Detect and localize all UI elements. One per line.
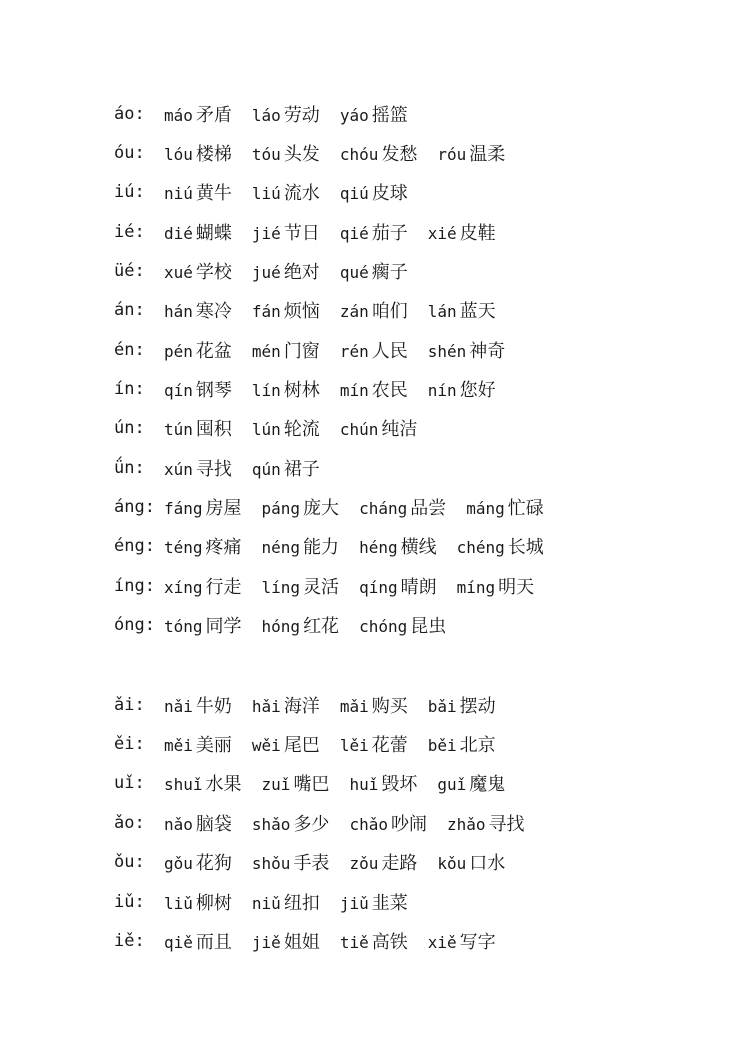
example-word [340, 415, 418, 441]
vowel-label: óng: [114, 615, 155, 636]
hanzi: 寻找 [195, 458, 232, 480]
pinyin: hán [164, 302, 193, 322]
hanzi: 同学 [205, 616, 242, 638]
vowel-row [114, 527, 564, 566]
vowel-label: ěi: [114, 734, 145, 755]
example-word [252, 376, 320, 402]
vowel-label: án: [114, 300, 145, 321]
hanzi: 蓝天 [459, 301, 496, 323]
example-word [164, 219, 232, 245]
hanzi: 明天 [498, 576, 535, 598]
pinyin: téng [164, 538, 203, 558]
vowel-label: áo: [114, 103, 145, 124]
hanzi: 口水 [469, 853, 506, 875]
example-word [340, 337, 408, 363]
example-word [252, 101, 320, 127]
hanzi: 手表 [293, 853, 330, 875]
example-word [164, 337, 232, 363]
hanzi: 您好 [459, 380, 496, 402]
hanzi: 房屋 [205, 498, 242, 520]
vowel-label: ǒu: [114, 852, 145, 873]
hanzi: 毁坏 [381, 774, 418, 796]
example-word [428, 692, 496, 718]
vowel-row [114, 882, 545, 921]
example-word [252, 849, 330, 875]
vowel-row [114, 843, 545, 882]
vowel-row [114, 921, 545, 960]
pinyin: niú [164, 184, 193, 204]
vowel-row [114, 369, 564, 408]
example-word [340, 889, 408, 915]
example-word [349, 849, 417, 875]
example-word [164, 297, 232, 323]
vowel-row [114, 330, 564, 369]
example-word [340, 297, 408, 323]
example-word [340, 101, 408, 127]
hanzi: 嘴巴 [293, 774, 330, 796]
hanzi: 绝对 [283, 262, 320, 284]
pinyin: zǒu [349, 854, 379, 874]
pinyin: xún [164, 459, 193, 479]
pinyin: jué [251, 263, 281, 283]
hanzi: 花盆 [195, 340, 232, 362]
example-word [349, 810, 427, 836]
hanzi: 烦恼 [283, 301, 320, 323]
hanzi: 晴朗 [400, 576, 437, 598]
vowel-label: ín: [114, 379, 145, 400]
pinyin: máng [466, 499, 505, 519]
hanzi: 头发 [283, 144, 320, 166]
hanzi: 温柔 [469, 144, 506, 166]
example-word [262, 573, 340, 599]
pinyin: qué [339, 263, 369, 283]
pinyin: chóu [339, 145, 379, 165]
vowel-row [114, 291, 564, 330]
hanzi: 黄牛 [195, 183, 232, 205]
hanzi: 寒冷 [195, 301, 232, 323]
hanzi: 长城 [507, 537, 544, 559]
example-word [164, 573, 242, 599]
vowel-label: iú: [114, 182, 145, 203]
example-word [252, 415, 320, 441]
example-word [349, 770, 417, 796]
pinyin: qiú [339, 184, 369, 204]
example-word [164, 810, 232, 836]
pinyin: zán [339, 302, 369, 322]
hanzi: 钢琴 [195, 380, 232, 402]
pinyin: tiě [339, 933, 369, 953]
example-word [252, 297, 320, 323]
example-word [252, 692, 320, 718]
example-word [340, 928, 408, 954]
pinyin: néng [261, 538, 301, 558]
example-word [359, 494, 446, 520]
example-word [262, 494, 340, 520]
pinyin: chún [339, 420, 379, 440]
pinyin: qín [164, 381, 193, 401]
example-word [252, 337, 320, 363]
vowel-row [114, 724, 545, 763]
pinyin: mǎi [339, 696, 369, 716]
vowel-label: ǘn: [114, 457, 145, 478]
hanzi: 北京 [459, 735, 496, 757]
example-word [457, 533, 544, 559]
hanzi: 横线 [400, 537, 437, 559]
hanzi: 纯洁 [381, 419, 418, 441]
vowel-label: iǔ: [114, 891, 145, 912]
section-third-tone [114, 685, 545, 961]
vowel-row [114, 409, 564, 448]
pinyin: máo [164, 105, 193, 125]
pinyin: tóng [164, 617, 203, 637]
hanzi: 尾巴 [283, 735, 320, 757]
hanzi: 节日 [283, 222, 320, 244]
pinyin: chéng [456, 538, 505, 558]
hanzi: 学校 [195, 262, 232, 284]
hanzi: 摆动 [459, 695, 496, 717]
pinyin: gǒu [164, 854, 193, 874]
pinyin: shén [427, 341, 467, 361]
vowel-row [114, 685, 545, 724]
pinyin: nǎo [164, 814, 193, 834]
example-word [164, 889, 232, 915]
pinyin: lěi [339, 736, 369, 756]
example-word [457, 573, 535, 599]
hanzi: 能力 [303, 537, 340, 559]
hanzi: 购买 [371, 695, 408, 717]
example-word [164, 849, 232, 875]
pinyin: lín [251, 381, 281, 401]
pinyin: jié [251, 223, 281, 243]
pinyin: pén [164, 341, 193, 361]
pinyin: fán [251, 302, 281, 322]
example-word [164, 612, 242, 638]
hanzi: 美丽 [195, 735, 232, 757]
pinyin: nín [427, 381, 457, 401]
hanzi: 昆虫 [410, 616, 447, 638]
vowel-label: uǐ: [114, 773, 145, 794]
hanzi: 囤积 [195, 419, 232, 441]
example-word [252, 219, 320, 245]
example-word [340, 258, 408, 284]
hanzi: 姐姐 [283, 932, 320, 954]
hanzi: 树林 [283, 380, 320, 402]
vowel-label: iě: [114, 931, 145, 952]
vowel-label: ǎi: [114, 694, 145, 715]
example-word [428, 928, 496, 954]
example-word [428, 731, 496, 757]
example-word [428, 337, 506, 363]
vowel-row [114, 94, 564, 133]
hanzi: 瘸子 [371, 262, 408, 284]
example-word [262, 612, 340, 638]
pinyin: páng [261, 499, 301, 519]
pinyin: lún [251, 420, 281, 440]
pinyin: qún [251, 459, 281, 479]
pinyin: hǎi [251, 696, 281, 716]
hanzi: 柳树 [195, 892, 232, 914]
vowel-label: üé: [114, 261, 145, 282]
hanzi: 品尝 [410, 498, 447, 520]
example-word [359, 573, 437, 599]
vowel-label: áng: [114, 497, 155, 518]
example-word [252, 810, 330, 836]
example-word [164, 928, 232, 954]
pinyin: niǔ [251, 893, 281, 913]
hanzi: 牛奶 [195, 695, 232, 717]
pinyin: xué [164, 263, 193, 283]
vowel-row [114, 764, 545, 803]
hanzi: 而且 [195, 932, 232, 954]
pinyin: wěi [251, 736, 281, 756]
example-word [252, 889, 320, 915]
vowel-row [114, 448, 564, 487]
pinyin: jiě [251, 933, 281, 953]
vowel-row [114, 251, 564, 290]
hanzi: 水果 [205, 774, 242, 796]
pinyin: qiě [164, 933, 193, 953]
hanzi: 流水 [283, 183, 320, 205]
pinyin: dié [164, 223, 193, 243]
pinyin: liú [251, 184, 281, 204]
example-word [252, 731, 320, 757]
example-word [252, 140, 320, 166]
example-word [437, 849, 505, 875]
vowel-label: óu: [114, 143, 145, 164]
vowel-label: ié: [114, 221, 145, 242]
hanzi: 摇篮 [371, 104, 408, 126]
hanzi: 寻找 [488, 813, 525, 835]
hanzi: 韭菜 [371, 892, 408, 914]
pinyin: shǎo [251, 814, 291, 834]
pinyin: yáo [339, 105, 369, 125]
example-word [447, 810, 525, 836]
pinyin: xíng [164, 577, 203, 597]
pinyin: mín [339, 381, 369, 401]
example-word [164, 376, 232, 402]
pinyin: chǎo [349, 814, 388, 834]
hanzi: 裙子 [283, 458, 320, 480]
example-word [164, 770, 242, 796]
example-word [164, 533, 242, 559]
example-word [164, 692, 232, 718]
hanzi: 茄子 [371, 222, 408, 244]
section-second-tone [114, 94, 564, 645]
hanzi: 门窗 [283, 340, 320, 362]
vowel-row [114, 487, 564, 526]
pinyin: láo [251, 105, 281, 125]
example-word [466, 494, 544, 520]
hanzi: 劳动 [283, 104, 320, 126]
pinyin: fáng [164, 499, 203, 519]
pinyin: míng [456, 577, 496, 597]
pinyin: shǒu [251, 854, 291, 874]
hanzi: 吵闹 [390, 813, 427, 835]
hanzi: 矛盾 [195, 104, 232, 126]
example-word [164, 258, 232, 284]
hanzi: 忙碌 [507, 498, 544, 520]
hanzi: 行走 [205, 576, 242, 598]
hanzi: 高铁 [371, 932, 408, 954]
vowel-row [114, 605, 564, 644]
example-word [428, 297, 496, 323]
pinyin: chóng [359, 617, 408, 637]
pinyin: héng [359, 538, 398, 558]
example-word [437, 140, 505, 166]
pinyin: kǒu [437, 854, 467, 874]
hanzi: 庞大 [303, 498, 340, 520]
example-word [164, 415, 232, 441]
pinyin: zhǎo [446, 814, 486, 834]
example-word [252, 179, 320, 205]
pinyin: zuǐ [261, 775, 291, 795]
pinyin: qíng [359, 577, 398, 597]
pinyin: guǐ [437, 775, 467, 795]
example-word [428, 219, 496, 245]
hanzi: 魔鬼 [469, 774, 506, 796]
hanzi: 写字 [459, 932, 496, 954]
hanzi: 疼痛 [205, 537, 242, 559]
example-word [428, 376, 496, 402]
example-word [164, 494, 242, 520]
example-word [340, 731, 408, 757]
vowel-row [114, 566, 564, 605]
vowel-row [114, 173, 564, 212]
example-word [252, 455, 320, 481]
hanzi: 红花 [303, 616, 340, 638]
pinyin: jiǔ [339, 893, 369, 913]
vowel-row [114, 133, 564, 172]
vowel-row [114, 212, 564, 251]
example-word [340, 692, 408, 718]
example-word [340, 376, 408, 402]
hanzi: 皮鞋 [459, 222, 496, 244]
hanzi: 花蕾 [371, 735, 408, 757]
vowel-label: éng: [114, 536, 155, 557]
pinyin: xiě [427, 933, 457, 953]
example-word [437, 770, 505, 796]
vowel-label: ún: [114, 418, 145, 439]
example-word [164, 455, 232, 481]
pinyin: lán [427, 302, 457, 322]
pinyin: mén [251, 341, 281, 361]
pinyin: qié [339, 223, 369, 243]
pinyin: líng [261, 577, 301, 597]
hanzi: 农民 [371, 380, 408, 402]
hanzi: 海洋 [283, 695, 320, 717]
pinyin: tóu [251, 145, 281, 165]
hanzi: 走路 [381, 853, 418, 875]
pinyin: tún [164, 420, 193, 440]
example-word [262, 770, 330, 796]
pinyin: hóng [261, 617, 301, 637]
pinyin: shuǐ [164, 775, 203, 795]
pinyin: liǔ [164, 893, 193, 913]
pinyin: rén [339, 341, 369, 361]
example-word [359, 533, 437, 559]
hanzi: 轮流 [283, 419, 320, 441]
hanzi: 人民 [371, 340, 408, 362]
pinyin: lóu [164, 145, 193, 165]
example-word [359, 612, 446, 638]
vowel-label: én: [114, 339, 145, 360]
pinyin: xié [427, 223, 457, 243]
example-word [340, 179, 408, 205]
vowel-row [114, 803, 545, 842]
hanzi: 花狗 [195, 853, 232, 875]
hanzi: 发愁 [381, 144, 418, 166]
vowel-label: íng: [114, 575, 155, 596]
example-word [164, 731, 232, 757]
pinyin: cháng [359, 499, 408, 519]
pinyin: róu [437, 145, 467, 165]
example-word [164, 101, 232, 127]
pinyin: nǎi [164, 696, 193, 716]
example-word [262, 533, 340, 559]
hanzi: 脑袋 [195, 813, 232, 835]
pinyin: běi [427, 736, 457, 756]
hanzi: 楼梯 [195, 144, 232, 166]
example-word [340, 219, 408, 245]
hanzi: 纽扣 [283, 892, 320, 914]
vowel-label: ǎo: [114, 812, 145, 833]
hanzi: 皮球 [371, 183, 408, 205]
hanzi: 神奇 [469, 340, 506, 362]
example-word [164, 140, 232, 166]
example-word [340, 140, 418, 166]
hanzi: 蝴蝶 [195, 222, 232, 244]
pinyin: bǎi [427, 696, 457, 716]
hanzi: 灵活 [303, 576, 340, 598]
pinyin: měi [164, 736, 193, 756]
hanzi: 咱们 [371, 301, 408, 323]
pinyin: huǐ [349, 775, 379, 795]
example-word [164, 179, 232, 205]
hanzi: 多少 [293, 813, 330, 835]
example-word [252, 258, 320, 284]
example-word [252, 928, 320, 954]
